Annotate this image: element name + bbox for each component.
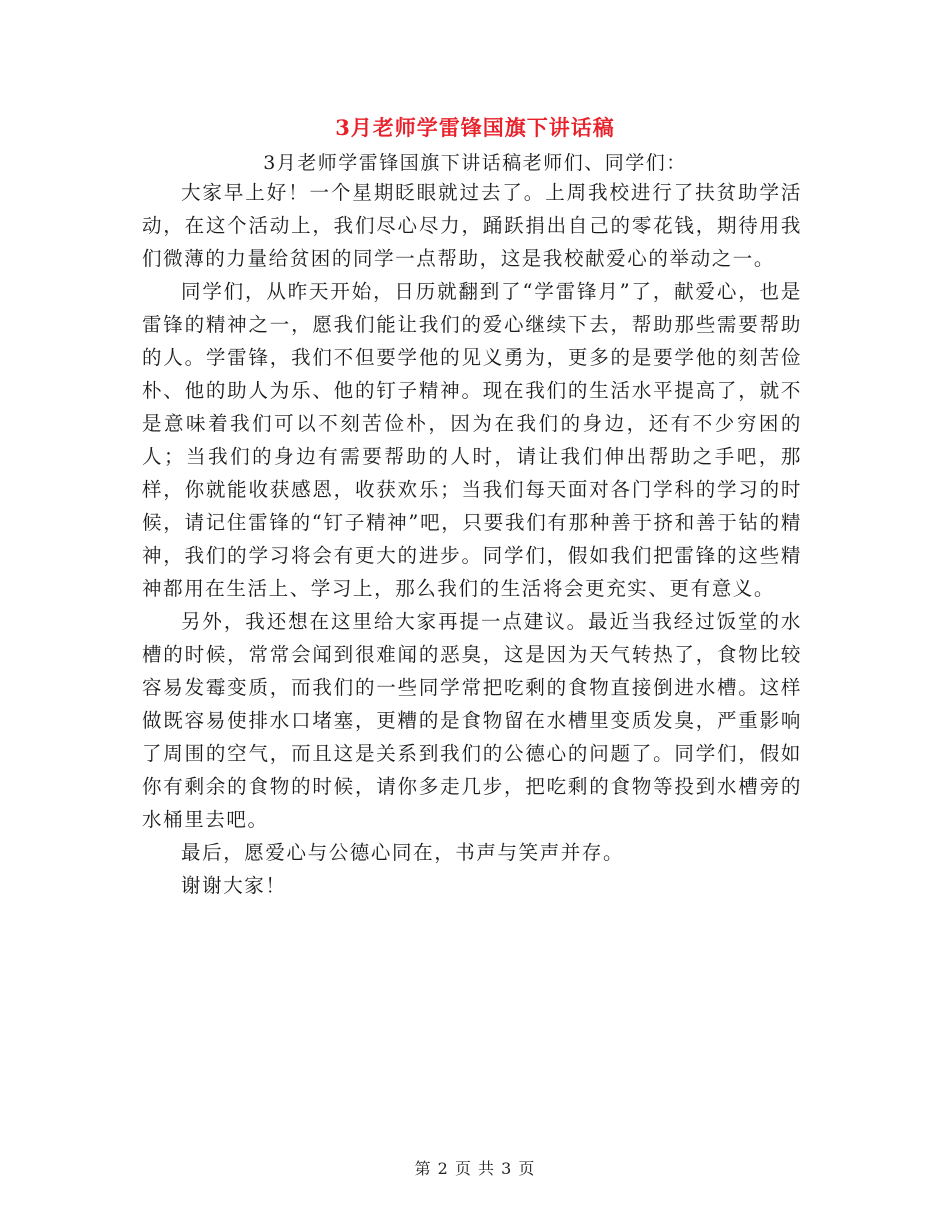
paragraph-suggestion: 另外，我还想在这里给大家再提一点建议。最近当我经过饭堂的水槽的时候，常常会闻到很难闻的恶臭，这是因为天气转热了，食物比较容易发霉变质，而我们的一些同学常把吃剩的食物直接倒进水槽。这样做既容易使排水口堵塞，更糟的是食物留在水槽里变质发臭，严重影响了周围的空气，而且这是关系到我们的公德心的问题了。同学们，假如你有剩余的食物的时候，请你多走几步，把吃剩的食物等投到水槽旁的水桶里去吧。	[142, 610, 802, 831]
document-title: 3月老师学雷锋国旗下讲话稿	[335, 115, 615, 140]
paragraph-lei-feng-month: 同学们，从昨天开始，日历就翻到了“学雷锋月”了，献爱心，也是雷锋的精神之一，愿我们能让我们的爱心继续下去，帮助那些需要帮助的人。学雷锋，我们不但要学他的见义勇为，更多的是要学他的刻苦俭朴、他的助人为乐、他的钉子精神。现在我们的生活水平提高了，就不是意味着我们可以不刻苦俭朴，因为在我们的身边，还有不少穷困的人；当我们的身边有需要帮助的人时，请让我们伸出帮助之手吧，那样，你就能收获感恩，收获欢乐；当我们每天面对各门学科的学习的时候，请记住雷锋的“钉子精神”吧，只要我们有那种善于挤和善于钻的精神，我们的学习将会有更大的进步。同学们，假如我们把雷锋的这些精神都用在生活上、学习上，那么我们的生活将会更充实、更有意义。	[142, 280, 802, 600]
document-subtitle: 3月老师学雷锋国旗下讲话稿老师们、同学们：	[263, 152, 687, 174]
paragraph-thanks: 谢谢大家！	[181, 874, 287, 897]
paragraph-greeting: 大家早上好！一个星期眨眼就过去了。上周我校进行了扶贫助学活动，在这个活动上，我们尽心尽力，踊跃捐出自己的零花钱，期待用我们微薄的力量给贫困的同学一点帮助，这是我校献爱心的举动之一。	[142, 181, 802, 270]
page-number-footer: 第 2 页 共 3 页	[414, 1159, 536, 1178]
document-body	[142, 176, 802, 902]
paragraph-closing: 最后，愿爱心与公德心同在，书声与笑声并存。	[181, 841, 625, 864]
